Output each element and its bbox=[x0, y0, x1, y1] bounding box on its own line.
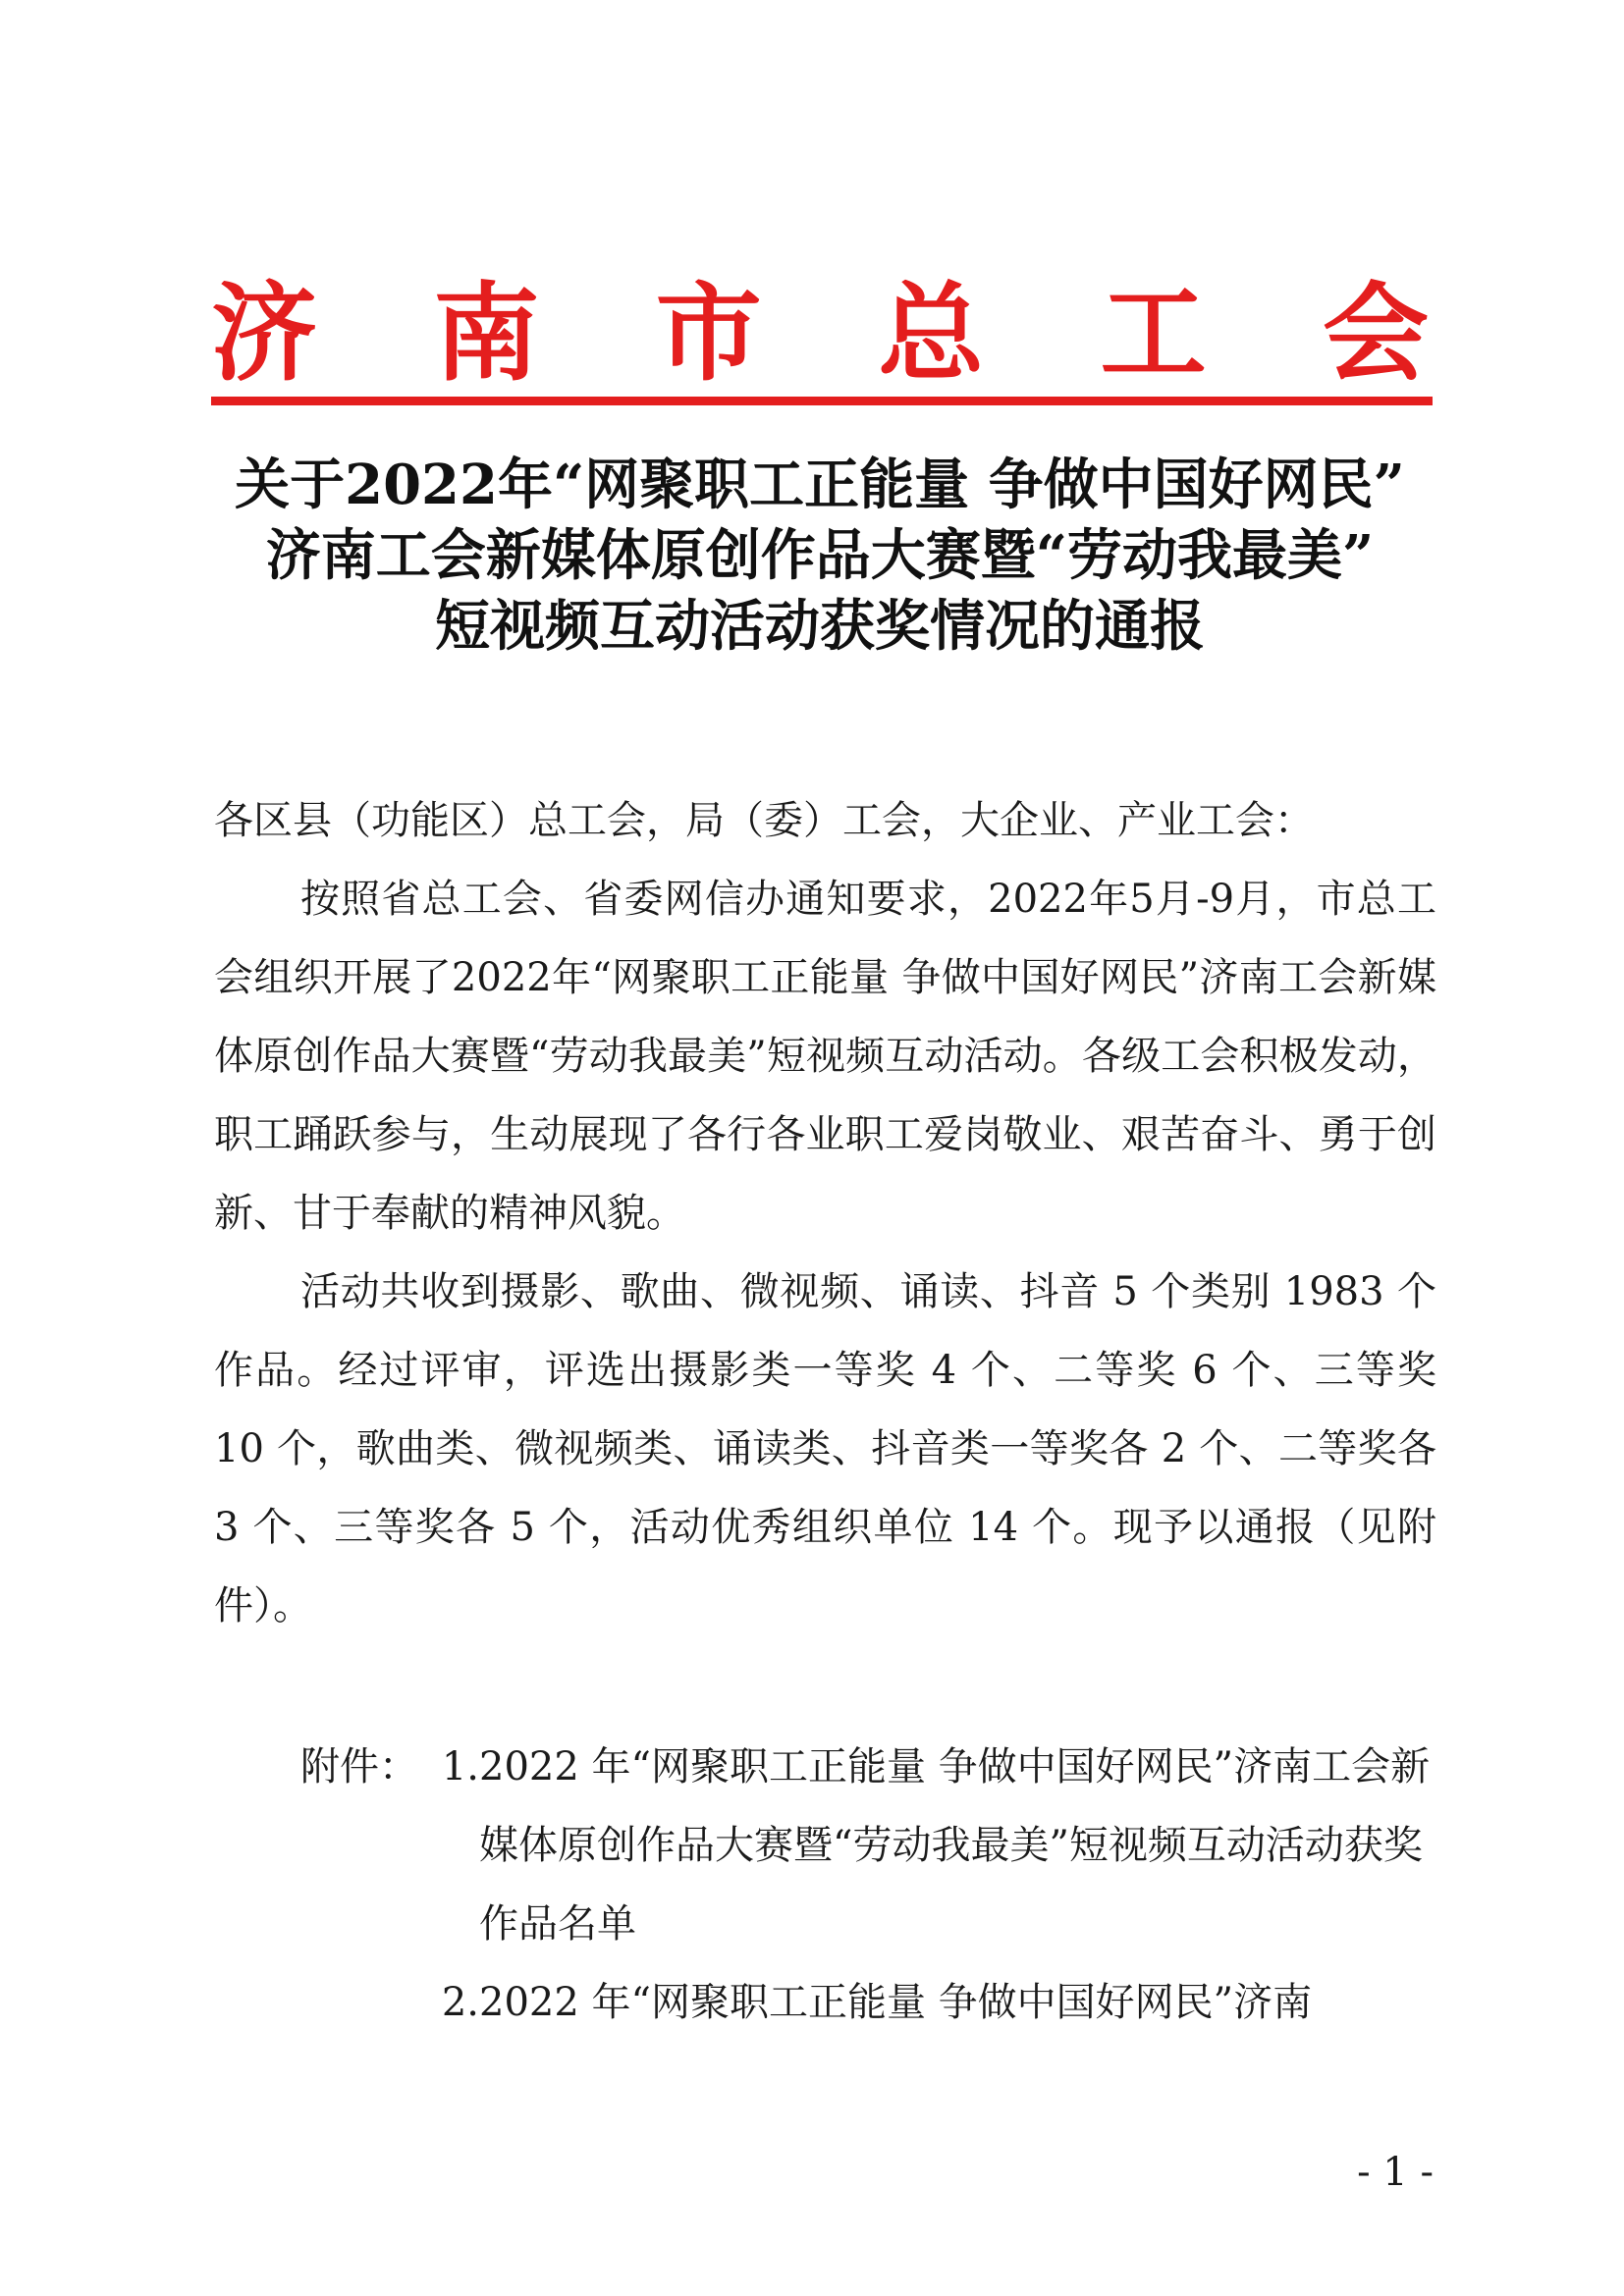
title-line-2: 济南工会新媒体原创作品大赛暨“劳动我最美” bbox=[265, 523, 1375, 588]
attachments-label: 附件： bbox=[300, 1744, 418, 1789]
attachment-text: 2022 年“网聚职工正能量 争做中国好网民”济南工会新媒体原创作品大赛暨“劳动我最美”短视频互动活动获奖作品名单 bbox=[479, 1744, 1431, 1947]
paragraph-1: 按照省总工会、省委网信办通知要求，2022年5月-9月，市总工会组织开展了2022年“网聚职工正能量 争做中国好网民”济南工会新媒体原创作品大赛暨“劳动我最美”短视频互动活动。各级工会积极发动，职工踊跃参与，生动展现了各行各业职工爱岗敬业、艰苦奋斗、勇于创新、甘于奉献的精神风貌。 bbox=[214, 877, 1436, 1236]
letterhead-divider bbox=[211, 397, 1433, 405]
letterhead bbox=[211, 272, 1429, 396]
letterhead-char: 工 bbox=[1100, 272, 1207, 396]
attachment-text: 2022 年“网聚职工正能量 争做中国好网民”济南 bbox=[479, 1980, 1313, 2025]
attachment-number: 1. bbox=[441, 1744, 479, 1789]
paragraph-2: 活动共收到摄影、歌曲、微视频、诵读、抖音 5 个类别 1983 个作品。经过评审，评选出摄影类一等奖 4 个、二等奖 6 个、三等奖 10 个，歌曲类、微视频类、诵读类、抖音类一等奖各 2 个、二等奖各 3 个、三等奖各 5 个，活动优秀组织单位 14 个。现予以通报（见附件）。 bbox=[214, 1269, 1436, 1629]
letterhead-char: 南 bbox=[433, 272, 540, 396]
title-line-1: 关于2022年“网聚职工正能量 争做中国好网民” bbox=[235, 453, 1405, 517]
letterhead-char: 市 bbox=[655, 272, 762, 396]
page-number: - 1 - bbox=[1357, 2150, 1434, 2195]
letterhead-char: 济 bbox=[211, 272, 318, 396]
letterhead-char: 会 bbox=[1322, 272, 1429, 396]
document-title bbox=[196, 450, 1443, 662]
document-body bbox=[214, 781, 1436, 1645]
attachment-number: 2. bbox=[441, 1980, 479, 2025]
attachment-spacer bbox=[214, 1963, 430, 2042]
attachment-item bbox=[214, 1728, 1436, 1963]
letterhead-char: 总 bbox=[878, 272, 985, 396]
salutation: 各区县（功能区）总工会，局（委）工会，大企业、产业工会： bbox=[214, 798, 1314, 843]
attachment-item bbox=[214, 1963, 1436, 2042]
title-line-3: 短视频互动活动获奖情况的通报 bbox=[435, 594, 1205, 659]
attachments-list bbox=[214, 1728, 1436, 2042]
